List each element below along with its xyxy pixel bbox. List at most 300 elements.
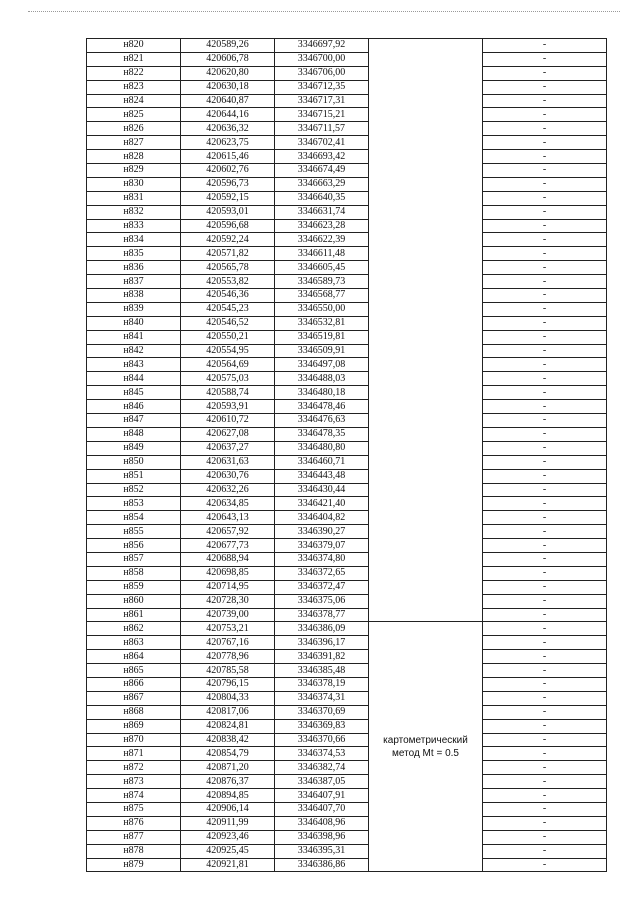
y-coordinate-cell: 3346460,71 <box>275 455 369 469</box>
description-cell: - <box>483 66 607 80</box>
y-coordinate-cell: 3346379,07 <box>275 539 369 553</box>
method-cell-lower <box>369 622 483 872</box>
point-name-cell: н875 <box>87 802 181 816</box>
x-coordinate-cell: 420636,32 <box>181 122 275 136</box>
y-coordinate-cell: 3346623,28 <box>275 219 369 233</box>
point-name-cell: н826 <box>87 122 181 136</box>
table-row <box>87 705 607 719</box>
table-row <box>87 469 607 483</box>
x-coordinate-cell: 420589,26 <box>181 39 275 53</box>
y-coordinate-cell: 3346374,53 <box>275 747 369 761</box>
y-coordinate-cell: 3346611,48 <box>275 247 369 261</box>
point-name-cell: н846 <box>87 400 181 414</box>
y-coordinate-cell: 3346663,29 <box>275 177 369 191</box>
y-coordinate-cell: 3346706,00 <box>275 66 369 80</box>
description-cell: - <box>483 80 607 94</box>
table-row <box>87 122 607 136</box>
y-coordinate-cell: 3346391,82 <box>275 650 369 664</box>
table-row <box>87 150 607 164</box>
point-name-cell: н844 <box>87 372 181 386</box>
point-name-cell: н857 <box>87 552 181 566</box>
table-row <box>87 636 607 650</box>
description-cell: - <box>483 247 607 261</box>
y-coordinate-cell: 3346480,18 <box>275 386 369 400</box>
coordinates-table <box>86 38 607 872</box>
y-coordinate-cell: 3346488,03 <box>275 372 369 386</box>
point-name-cell: н822 <box>87 66 181 80</box>
description-cell: - <box>483 733 607 747</box>
table-row <box>87 233 607 247</box>
x-coordinate-cell: 420592,15 <box>181 191 275 205</box>
x-coordinate-cell: 420550,21 <box>181 330 275 344</box>
description-cell: - <box>483 636 607 650</box>
x-coordinate-cell: 420571,82 <box>181 247 275 261</box>
table-row <box>87 830 607 844</box>
table-row <box>87 372 607 386</box>
y-coordinate-cell: 3346519,81 <box>275 330 369 344</box>
x-coordinate-cell: 420796,15 <box>181 677 275 691</box>
table-row <box>87 205 607 219</box>
x-coordinate-cell: 420688,94 <box>181 552 275 566</box>
table-row <box>87 844 607 858</box>
point-name-cell: н867 <box>87 691 181 705</box>
point-name-cell: н876 <box>87 816 181 830</box>
description-cell: - <box>483 483 607 497</box>
x-coordinate-cell: 420593,01 <box>181 205 275 219</box>
description-cell: - <box>483 664 607 678</box>
description-cell: - <box>483 261 607 275</box>
description-cell: - <box>483 122 607 136</box>
point-name-cell: н874 <box>87 789 181 803</box>
table-row <box>87 247 607 261</box>
x-coordinate-cell: 420596,73 <box>181 177 275 191</box>
method-label-line1: картометрический <box>383 734 468 746</box>
x-coordinate-cell: 420554,95 <box>181 344 275 358</box>
point-name-cell: н871 <box>87 747 181 761</box>
x-coordinate-cell: 420921,81 <box>181 858 275 872</box>
point-name-cell: н824 <box>87 94 181 108</box>
x-coordinate-cell: 420602,76 <box>181 164 275 178</box>
y-coordinate-cell: 3346674,49 <box>275 164 369 178</box>
y-coordinate-cell: 3346382,74 <box>275 761 369 775</box>
x-coordinate-cell: 420871,20 <box>181 761 275 775</box>
x-coordinate-cell: 420817,06 <box>181 705 275 719</box>
y-coordinate-cell: 3346378,19 <box>275 677 369 691</box>
point-name-cell: н837 <box>87 275 181 289</box>
x-coordinate-cell: 420753,21 <box>181 622 275 636</box>
method-label-line2: метод Mt = 0.5 <box>392 747 459 759</box>
table-row <box>87 39 607 53</box>
x-coordinate-cell: 420637,27 <box>181 441 275 455</box>
x-coordinate-cell: 420714,95 <box>181 580 275 594</box>
x-coordinate-cell: 420620,80 <box>181 66 275 80</box>
table-row <box>87 761 607 775</box>
y-coordinate-cell: 3346370,69 <box>275 705 369 719</box>
point-name-cell: н842 <box>87 344 181 358</box>
table-row <box>87 52 607 66</box>
table-row <box>87 608 607 622</box>
y-coordinate-cell: 3346532,81 <box>275 316 369 330</box>
y-coordinate-cell: 3346370,66 <box>275 733 369 747</box>
description-cell: - <box>483 289 607 303</box>
table-row <box>87 539 607 553</box>
table-row <box>87 80 607 94</box>
y-coordinate-cell: 3346372,47 <box>275 580 369 594</box>
table-row <box>87 497 607 511</box>
y-coordinate-cell: 3346375,06 <box>275 594 369 608</box>
x-coordinate-cell: 420627,08 <box>181 427 275 441</box>
y-coordinate-cell: 3346387,05 <box>275 775 369 789</box>
y-coordinate-cell: 3346697,92 <box>275 39 369 53</box>
point-name-cell: н856 <box>87 539 181 553</box>
description-cell: - <box>483 622 607 636</box>
description-cell: - <box>483 525 607 539</box>
x-coordinate-cell: 420728,30 <box>181 594 275 608</box>
y-coordinate-cell: 3346480,80 <box>275 441 369 455</box>
table-row <box>87 302 607 316</box>
x-coordinate-cell: 420640,87 <box>181 94 275 108</box>
y-coordinate-cell: 3346622,39 <box>275 233 369 247</box>
table-row <box>87 330 607 344</box>
description-cell: - <box>483 844 607 858</box>
table-row <box>87 789 607 803</box>
table-row <box>87 427 607 441</box>
description-cell: - <box>483 441 607 455</box>
y-coordinate-cell: 3346408,96 <box>275 816 369 830</box>
description-cell: - <box>483 39 607 53</box>
y-coordinate-cell: 3346693,42 <box>275 150 369 164</box>
x-coordinate-cell: 420553,82 <box>181 275 275 289</box>
coordinates-table-body <box>87 39 607 872</box>
point-name-cell: н841 <box>87 330 181 344</box>
description-cell: - <box>483 191 607 205</box>
description-cell: - <box>483 747 607 761</box>
x-coordinate-cell: 420593,91 <box>181 400 275 414</box>
x-coordinate-cell: 420785,58 <box>181 664 275 678</box>
point-name-cell: н850 <box>87 455 181 469</box>
x-coordinate-cell: 420565,78 <box>181 261 275 275</box>
description-cell: - <box>483 344 607 358</box>
y-coordinate-cell: 3346550,00 <box>275 302 369 316</box>
x-coordinate-cell: 420923,46 <box>181 830 275 844</box>
description-cell: - <box>483 455 607 469</box>
point-name-cell: н853 <box>87 497 181 511</box>
x-coordinate-cell: 420911,99 <box>181 816 275 830</box>
table-row <box>87 677 607 691</box>
point-name-cell: н845 <box>87 386 181 400</box>
description-cell: - <box>483 691 607 705</box>
table-row <box>87 816 607 830</box>
y-coordinate-cell: 3346631,74 <box>275 205 369 219</box>
description-cell: - <box>483 580 607 594</box>
point-name-cell: н860 <box>87 594 181 608</box>
point-name-cell: н877 <box>87 830 181 844</box>
y-coordinate-cell: 3346421,40 <box>275 497 369 511</box>
table-row <box>87 344 607 358</box>
y-coordinate-cell: 3346374,31 <box>275 691 369 705</box>
y-coordinate-cell: 3346702,41 <box>275 136 369 150</box>
table-row <box>87 580 607 594</box>
table-row <box>87 316 607 330</box>
x-coordinate-cell: 420906,14 <box>181 802 275 816</box>
description-cell: - <box>483 650 607 664</box>
y-coordinate-cell: 3346640,35 <box>275 191 369 205</box>
y-coordinate-cell: 3346385,48 <box>275 664 369 678</box>
x-coordinate-cell: 420824,81 <box>181 719 275 733</box>
point-name-cell: н848 <box>87 427 181 441</box>
x-coordinate-cell: 420876,37 <box>181 775 275 789</box>
description-cell: - <box>483 233 607 247</box>
table-row <box>87 219 607 233</box>
y-coordinate-cell: 3346378,77 <box>275 608 369 622</box>
point-name-cell: н851 <box>87 469 181 483</box>
point-name-cell: н861 <box>87 608 181 622</box>
description-cell: - <box>483 164 607 178</box>
point-name-cell: н828 <box>87 150 181 164</box>
x-coordinate-cell: 420564,69 <box>181 358 275 372</box>
description-cell: - <box>483 858 607 872</box>
x-coordinate-cell: 420606,78 <box>181 52 275 66</box>
table-row <box>87 511 607 525</box>
point-name-cell: н840 <box>87 316 181 330</box>
point-name-cell: н864 <box>87 650 181 664</box>
description-cell: - <box>483 400 607 414</box>
point-name-cell: н829 <box>87 164 181 178</box>
y-coordinate-cell: 3346390,27 <box>275 525 369 539</box>
description-cell: - <box>483 330 607 344</box>
table-row <box>87 400 607 414</box>
description-cell: - <box>483 677 607 691</box>
y-coordinate-cell: 3346711,57 <box>275 122 369 136</box>
table-row <box>87 108 607 122</box>
x-coordinate-cell: 420630,76 <box>181 469 275 483</box>
point-name-cell: н870 <box>87 733 181 747</box>
description-cell: - <box>483 469 607 483</box>
table-row <box>87 66 607 80</box>
y-coordinate-cell: 3346398,96 <box>275 830 369 844</box>
point-name-cell: н830 <box>87 177 181 191</box>
table-row <box>87 594 607 608</box>
table-row <box>87 664 607 678</box>
x-coordinate-cell: 420631,63 <box>181 455 275 469</box>
point-name-cell: н832 <box>87 205 181 219</box>
table-row <box>87 94 607 108</box>
x-coordinate-cell: 420838,42 <box>181 733 275 747</box>
point-name-cell: н847 <box>87 414 181 428</box>
x-coordinate-cell: 420588,74 <box>181 386 275 400</box>
table-row <box>87 802 607 816</box>
table-row <box>87 719 607 733</box>
point-name-cell: н849 <box>87 441 181 455</box>
description-cell: - <box>483 566 607 580</box>
point-name-cell: н862 <box>87 622 181 636</box>
description-cell: - <box>483 108 607 122</box>
table-row <box>87 164 607 178</box>
description-cell: - <box>483 761 607 775</box>
y-coordinate-cell: 3346717,31 <box>275 94 369 108</box>
x-coordinate-cell: 420657,92 <box>181 525 275 539</box>
table-row <box>87 552 607 566</box>
point-name-cell: н821 <box>87 52 181 66</box>
table-row <box>87 261 607 275</box>
point-name-cell: н868 <box>87 705 181 719</box>
description-cell: - <box>483 177 607 191</box>
description-cell: - <box>483 414 607 428</box>
description-cell: - <box>483 372 607 386</box>
table-row <box>87 136 607 150</box>
table-row <box>87 358 607 372</box>
table-row <box>87 622 607 636</box>
table-row <box>87 650 607 664</box>
point-name-cell: н825 <box>87 108 181 122</box>
description-cell: - <box>483 94 607 108</box>
point-name-cell: н879 <box>87 858 181 872</box>
description-cell: - <box>483 719 607 733</box>
y-coordinate-cell: 3346374,80 <box>275 552 369 566</box>
description-cell: - <box>483 52 607 66</box>
point-name-cell: н836 <box>87 261 181 275</box>
point-name-cell: н878 <box>87 844 181 858</box>
table-row <box>87 733 607 747</box>
y-coordinate-cell: 3346605,45 <box>275 261 369 275</box>
y-coordinate-cell: 3346407,91 <box>275 789 369 803</box>
y-coordinate-cell: 3346589,73 <box>275 275 369 289</box>
y-coordinate-cell: 3346478,35 <box>275 427 369 441</box>
table-row <box>87 386 607 400</box>
y-coordinate-cell: 3346407,70 <box>275 802 369 816</box>
x-coordinate-cell: 420596,68 <box>181 219 275 233</box>
description-cell: - <box>483 608 607 622</box>
description-cell: - <box>483 816 607 830</box>
y-coordinate-cell: 3346568,77 <box>275 289 369 303</box>
page-header-dotted-line <box>28 11 620 13</box>
point-name-cell: н852 <box>87 483 181 497</box>
table-row <box>87 414 607 428</box>
description-cell: - <box>483 830 607 844</box>
y-coordinate-cell: 3346386,86 <box>275 858 369 872</box>
table-row <box>87 691 607 705</box>
y-coordinate-cell: 3346497,08 <box>275 358 369 372</box>
description-cell: - <box>483 219 607 233</box>
x-coordinate-cell: 420546,36 <box>181 289 275 303</box>
y-coordinate-cell: 3346443,48 <box>275 469 369 483</box>
x-coordinate-cell: 420623,75 <box>181 136 275 150</box>
point-name-cell: н823 <box>87 80 181 94</box>
point-name-cell: н839 <box>87 302 181 316</box>
table-row <box>87 747 607 761</box>
description-cell: - <box>483 497 607 511</box>
y-coordinate-cell: 3346395,31 <box>275 844 369 858</box>
y-coordinate-cell: 3346476,63 <box>275 414 369 428</box>
x-coordinate-cell: 420615,46 <box>181 150 275 164</box>
table-row <box>87 177 607 191</box>
point-name-cell: н866 <box>87 677 181 691</box>
y-coordinate-cell: 3346386,09 <box>275 622 369 636</box>
y-coordinate-cell: 3346712,35 <box>275 80 369 94</box>
description-cell: - <box>483 136 607 150</box>
x-coordinate-cell: 420894,85 <box>181 789 275 803</box>
description-cell: - <box>483 802 607 816</box>
x-coordinate-cell: 420677,73 <box>181 539 275 553</box>
table-row <box>87 525 607 539</box>
x-coordinate-cell: 420630,18 <box>181 80 275 94</box>
description-cell: - <box>483 539 607 553</box>
x-coordinate-cell: 420545,23 <box>181 302 275 316</box>
table-row <box>87 483 607 497</box>
table-row <box>87 191 607 205</box>
description-cell: - <box>483 552 607 566</box>
description-cell: - <box>483 594 607 608</box>
y-coordinate-cell: 3346372,65 <box>275 566 369 580</box>
point-name-cell: н859 <box>87 580 181 594</box>
x-coordinate-cell: 420575,03 <box>181 372 275 386</box>
point-name-cell: н863 <box>87 636 181 650</box>
point-name-cell: н838 <box>87 289 181 303</box>
description-cell: - <box>483 427 607 441</box>
point-name-cell: н831 <box>87 191 181 205</box>
description-cell: - <box>483 705 607 719</box>
description-cell: - <box>483 386 607 400</box>
table-row <box>87 289 607 303</box>
y-coordinate-cell: 3346700,00 <box>275 52 369 66</box>
table-row <box>87 275 607 289</box>
point-name-cell: н854 <box>87 511 181 525</box>
description-cell: - <box>483 775 607 789</box>
y-coordinate-cell: 3346404,82 <box>275 511 369 525</box>
description-cell: - <box>483 789 607 803</box>
x-coordinate-cell: 420610,72 <box>181 414 275 428</box>
x-coordinate-cell: 420698,85 <box>181 566 275 580</box>
x-coordinate-cell: 420778,96 <box>181 650 275 664</box>
x-coordinate-cell: 420739,00 <box>181 608 275 622</box>
y-coordinate-cell: 3346509,91 <box>275 344 369 358</box>
method-cell-upper <box>369 39 483 622</box>
point-name-cell: н855 <box>87 525 181 539</box>
x-coordinate-cell: 420592,24 <box>181 233 275 247</box>
x-coordinate-cell: 420643,13 <box>181 511 275 525</box>
point-name-cell: н869 <box>87 719 181 733</box>
y-coordinate-cell: 3346478,46 <box>275 400 369 414</box>
table-row <box>87 441 607 455</box>
y-coordinate-cell: 3346430,44 <box>275 483 369 497</box>
point-name-cell: н872 <box>87 761 181 775</box>
description-cell: - <box>483 302 607 316</box>
point-name-cell: н820 <box>87 39 181 53</box>
description-cell: - <box>483 205 607 219</box>
point-name-cell: н835 <box>87 247 181 261</box>
x-coordinate-cell: 420925,45 <box>181 844 275 858</box>
point-name-cell: н843 <box>87 358 181 372</box>
table-row <box>87 455 607 469</box>
description-cell: - <box>483 511 607 525</box>
x-coordinate-cell: 420854,79 <box>181 747 275 761</box>
description-cell: - <box>483 358 607 372</box>
table-row <box>87 775 607 789</box>
point-name-cell: н873 <box>87 775 181 789</box>
description-cell: - <box>483 150 607 164</box>
point-name-cell: н834 <box>87 233 181 247</box>
x-coordinate-cell: 420767,16 <box>181 636 275 650</box>
point-name-cell: н833 <box>87 219 181 233</box>
point-name-cell: н865 <box>87 664 181 678</box>
x-coordinate-cell: 420804,33 <box>181 691 275 705</box>
x-coordinate-cell: 420546,52 <box>181 316 275 330</box>
point-name-cell: н827 <box>87 136 181 150</box>
table-row <box>87 566 607 580</box>
y-coordinate-cell: 3346715,21 <box>275 108 369 122</box>
point-name-cell: н858 <box>87 566 181 580</box>
table-row <box>87 858 607 872</box>
